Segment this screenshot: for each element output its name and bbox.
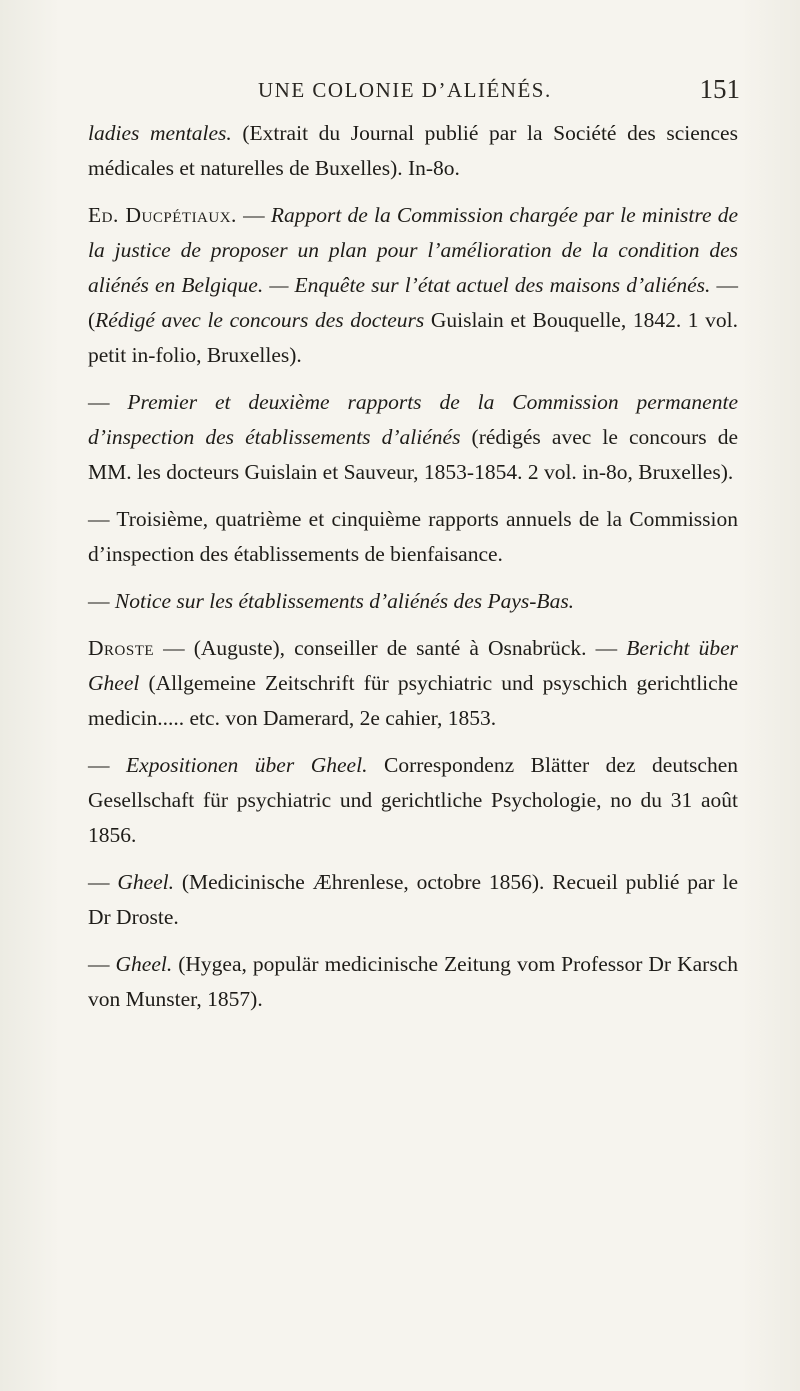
text-run: Correspondenz Blätter dez deutschen Gesellschaft für psychiatric und gerichtliche Psychologie, no du 31 août 1856. bbox=[88, 753, 738, 847]
text-run: — Troisième, quatrième et cinquième rapports annuels de la Commission d’inspection des établissements de bienfaisance. bbox=[88, 507, 738, 566]
author-name: Droste bbox=[88, 636, 155, 660]
text-run: (Allgemeine Zeitschrift für psychiatric und psyschich gerichtliche medicin..... etc. von Damerard, 2e cahier, 1853. bbox=[88, 671, 738, 730]
bibliography-entry bbox=[88, 502, 738, 572]
text-run: — bbox=[88, 589, 115, 613]
bibliography-entry bbox=[88, 748, 738, 853]
running-head: UNE COLONIE D’ALIÉNÉS. bbox=[258, 78, 552, 102]
italic-title-text: Premier et deuxième rapports de la Commission permanente d’inspection des établissements d’aliénés bbox=[88, 390, 738, 449]
italic-title-text: Rédigé avec le concours des docteurs bbox=[95, 308, 425, 332]
text-run: — bbox=[88, 753, 127, 777]
author-name: Ed. Ducpétiaux. bbox=[88, 203, 237, 227]
text-run: (rédigés avec le concours de MM. les docteurs Guislain et Sauveur, 1853-1854. 2 vol. in-8o, Bruxelles). bbox=[88, 425, 738, 484]
bibliography-entry bbox=[88, 385, 738, 490]
italic-title-text: Gheel. bbox=[115, 952, 173, 976]
text-run: (Hygea, populär medicinische Zeitung vom Professor Dr Karsch von Munster, 1857). bbox=[88, 952, 738, 1011]
page-number: 151 bbox=[699, 74, 740, 104]
text-run: (Medicinische Æhrenlese, octobre 1856). Recueil publié par le Dr Droste. bbox=[88, 870, 738, 929]
bibliography-entry bbox=[88, 631, 738, 736]
italic-title-text: Gheel. bbox=[117, 870, 175, 894]
bibliography-entry bbox=[88, 865, 738, 935]
text-run: — bbox=[88, 952, 116, 976]
text-run: — bbox=[88, 390, 128, 414]
text-run: Guislain et Bouquelle, 1842. 1 vol. petit in-folio, Bruxelles). bbox=[88, 308, 739, 367]
bibliography-text bbox=[88, 116, 738, 1029]
italic-title-text: ladies mentales. bbox=[88, 121, 232, 145]
bibliography-entry bbox=[88, 584, 738, 619]
italic-title-text: Expositionen über Gheel. bbox=[126, 753, 368, 777]
text-run: — ( bbox=[88, 273, 739, 332]
bibliography-entry bbox=[88, 116, 738, 186]
italic-title-text: Rapport de la Commission chargée par le ministre de la justice de proposer un plan pour l’amélioration de la condition des aliénés en Belgique. — Enquête sur l’état actuel des maisons d’aliénés. bbox=[88, 203, 738, 297]
italic-title-text: Notice sur les établissements d’aliénés des Pays-Bas. bbox=[114, 589, 575, 613]
text-run: — bbox=[88, 870, 118, 894]
text-run: (Extrait du Journal publié par la Société des sciences médicales et naturelles de Buxelles). In-8o. bbox=[88, 121, 738, 180]
bibliography-entry bbox=[88, 947, 738, 1017]
text-run: — bbox=[236, 203, 271, 227]
italic-title-text: Bericht über Gheel bbox=[88, 636, 738, 695]
bibliography-entry bbox=[88, 198, 738, 373]
text-run: — (Auguste), conseiller de santé à Osnabrück. — bbox=[154, 636, 627, 660]
page-header bbox=[210, 74, 740, 110]
